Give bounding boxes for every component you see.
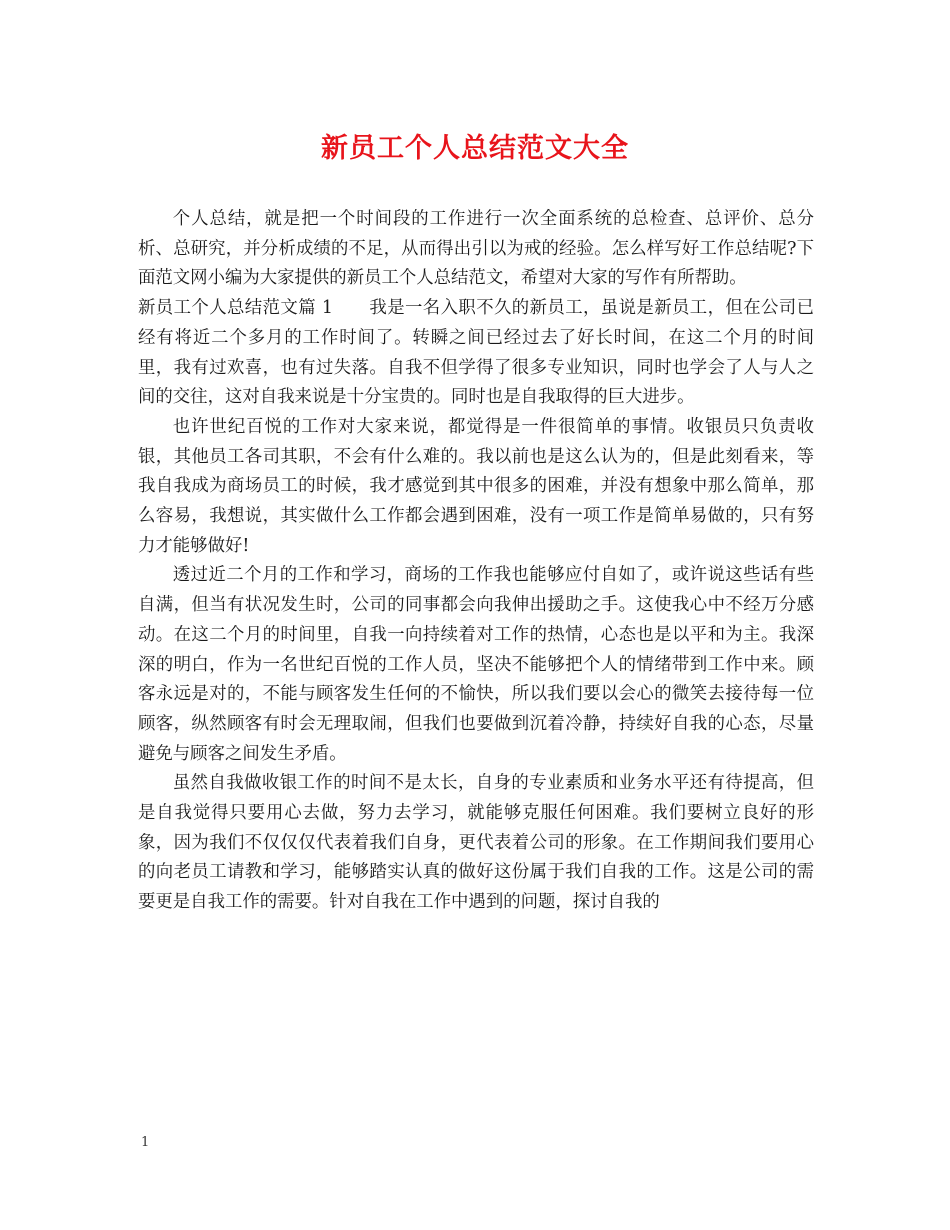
body-paragraph-4: 虽然自我做收银工作的时间不是太长，自身的专业素质和业务水平还有待提高，但是自我觉得只要用心去做，努力去学习，就能够克服任何困难。我们要树立良好的形象，因为我们不仅仅仅代表着我们自身，更代表着公司的形象。在工作期间我们要用心的向老员工请教和学习，能够踏实认真的做好这份属于我们自我的工作。这是公司的需要更是自我工作的需要。针对自我在工作中遇到的问题，探讨自我的 <box>138 773 814 913</box>
section-heading: 新员工个人总结范文篇 1 <box>138 298 333 319</box>
section-paragraph <box>138 294 814 413</box>
section-intro-text: 我是一名入职不久的新员工，虽说是新员工，但在公司已经有将近二个多月的工作时间了。转瞬之间已经过去了好长时间，在这二个月的时间里，我有过欢喜，也有过失落。自我不但学得了很多专业知识，同时也学会了人与人之间的交往，这对自我来说是十分宝贵的。同时也是自我取得的巨大进步。 <box>138 298 814 408</box>
document-title: 新员工个人总结范文大全 <box>321 133 629 164</box>
page-number: 1 <box>141 1135 150 1150</box>
body-paragraph-3: 透过近二个月的工作和学习，商场的工作我也能够应付自如了，或许说这些话有些自满，但当有状况发生时，公司的同事都会向我伸出援助之手。这使我心中不经万分感动。在这二个月的时间里，自我一向持续着对工作的热情，心态也是以平和为主。我深深的明白，作为一名世纪百悦的工作人员，坚决不能够把个人的情绪带到工作中来。顾客永远是对的，不能与顾客发生任何的不愉快，所以我们要以会心的微笑去接待每一位顾客，纵然顾客有时会无理取闹，但我们也要做到沉着冷静，持续好自我的心态，尽量避免与顾客之间发生矛盾。 <box>138 565 814 764</box>
intro-paragraph: 个人总结，就是把一个时间段的工作进行一次全面系统的总检查、总评价、总分析、总研究，并分析成绩的不足，从而得出引以为戒的经验。怎么样写好工作总结呢?下面范文网小编为大家提供的新员工个人总结范文，希望对大家的写作有所帮助。 <box>138 209 814 289</box>
body-paragraph-2: 也许世纪百悦的工作对大家来说，都觉得是一件很简单的事情。收银员只负责收银，其他员工各司其职，不会有什么难的。我以前也是这么认为的，但是此刻看来，等我自我成为商场员工的时候，我才感觉到其中很多的困难，并没有想象中那么简单，那么容易，我想说，其实做什么工作都会遇到困难，没有一项工作是简单易做的，只有努力才能够做好! <box>138 416 814 556</box>
document-body <box>138 205 814 918</box>
